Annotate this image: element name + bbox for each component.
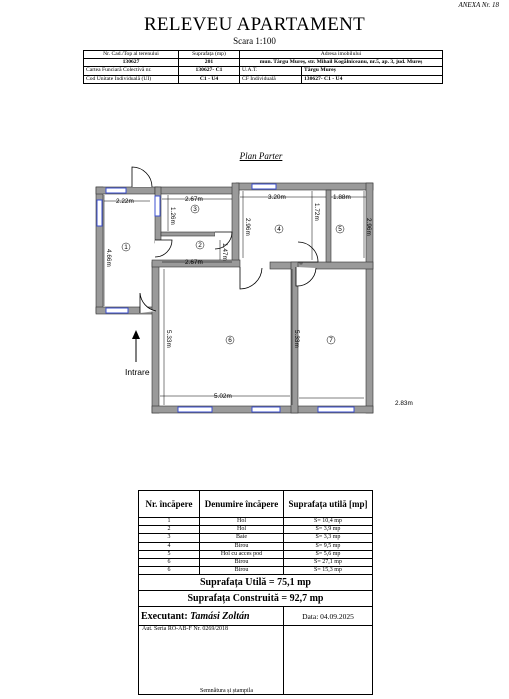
cad-value: 130627 <box>84 59 179 67</box>
table-row <box>139 526 373 534</box>
room-number-4: 4 <box>277 226 281 233</box>
row-nr: 4 <box>139 542 200 550</box>
dim-2-83: 2.83m <box>395 400 413 407</box>
row-area: S= 9,5 mp <box>284 542 373 550</box>
row-area: S= 10,4 mp <box>284 518 373 526</box>
dim-1-47: 1.47m <box>221 243 228 261</box>
stamp-cell <box>284 626 373 695</box>
cf-collective-label: Cartea Funciară Colectivă nr. <box>84 67 179 75</box>
annex-label: ANEXA Nr. 18 <box>458 1 499 9</box>
dim-2-96-left: 2.96m <box>244 218 251 236</box>
row-name: Hol <box>200 526 284 534</box>
room-number-5: 5 <box>338 226 342 233</box>
room-number-3: 3 <box>193 206 197 213</box>
table-row <box>139 550 373 558</box>
executant-name: Tamási Zoltán <box>190 610 250 622</box>
row-name: Birou <box>200 542 284 550</box>
dim-5-33-right: 5.33m <box>293 330 300 348</box>
row-nr: 6 <box>139 558 200 566</box>
dim-5-33-left: 5.33m <box>165 330 172 348</box>
wall-room7-top <box>270 262 373 269</box>
window-2 <box>252 184 276 189</box>
walls <box>96 183 373 413</box>
row-name: Birou <box>200 567 284 575</box>
door-room7 <box>296 267 316 286</box>
row-nr: 2 <box>139 526 200 534</box>
row-area: S= 3,3 mp <box>284 534 373 542</box>
row-name: Birou <box>200 558 284 566</box>
dim-1-88: 1.88m <box>333 194 351 201</box>
scale-label: Scara 1:100 <box>233 36 276 46</box>
window-5 <box>178 407 212 412</box>
table-row <box>139 542 373 550</box>
dim-2-22: 2.22m <box>116 198 134 205</box>
room-number-6: 6 <box>228 337 232 344</box>
dim-2-96-right: 2.96m <box>365 218 372 236</box>
signature-label: Semnătura și ștampila <box>200 688 253 694</box>
dim-2-67-top: 2.67m <box>185 196 203 203</box>
row-nr: 6 <box>139 567 200 575</box>
dim-2-67-bottom: 2.67m <box>185 259 203 266</box>
table-row <box>139 567 373 575</box>
door-room6 <box>240 267 262 289</box>
total-constructed: Suprafața Construită = 92,7 mp <box>139 591 373 607</box>
table-row <box>139 558 373 566</box>
cf-individual-value: 130627- C1 - U4 <box>302 75 443 83</box>
area-value: 201 <box>179 59 240 67</box>
door-room4 <box>298 242 318 262</box>
wall-room3-bottom <box>161 232 215 236</box>
dim-5-02: 5.02m <box>214 393 232 400</box>
row-name: Baie <box>200 534 284 542</box>
entrance-label: Intrare <box>125 367 150 377</box>
row-area: S= 5,6 mp <box>284 550 373 558</box>
cf-individual-label: CF Individuală <box>240 75 302 83</box>
room-number-7: 7 <box>329 337 333 344</box>
window-4 <box>106 308 128 313</box>
cod-label: Cod Unitate Individuală (UI) <box>84 75 179 83</box>
row-area: S= 27,1 mp <box>284 558 373 566</box>
authorization: Aut. Seria RO-AB-F Nr. 0269/2018 <box>139 626 284 695</box>
row-area: S= 3,9 mp <box>284 526 373 534</box>
row-name: Hol <box>200 518 284 526</box>
row-nr: 3 <box>139 534 200 542</box>
area-header: Suprafața (mp) <box>179 51 240 59</box>
col-area-header: Suprafața utilă [mp] <box>284 491 373 518</box>
col-name-header: Denumire încăpere <box>200 491 284 518</box>
window-1 <box>106 188 126 193</box>
wall-room4-5 <box>326 190 331 262</box>
row-name: Hol cu acces pod <box>200 550 284 558</box>
wall-top-mid <box>155 187 239 194</box>
door-hall <box>155 240 172 257</box>
col-nr-header: Nr. încăpere <box>139 491 200 518</box>
dim-4-66: 4.66m <box>105 249 112 267</box>
table-row <box>139 534 373 542</box>
uat-value: Târgu Mureș <box>302 67 443 75</box>
cad-header: Nr. Cad./Top al terenului <box>84 51 179 59</box>
wall-top-left <box>96 187 158 194</box>
row-nr: 5 <box>139 550 200 558</box>
room-number-2: 2 <box>198 242 202 249</box>
wall-left-lower <box>152 262 159 413</box>
address-header: Adresa imobilului <box>240 51 443 59</box>
uat-label: U.A.T. <box>240 67 302 75</box>
window-8 <box>155 196 160 216</box>
total-util: Suprafața Utilă = 75,1 mp <box>139 575 373 591</box>
dim-1-26: 1.26m <box>169 207 176 225</box>
executant-cell <box>139 607 284 626</box>
document-title: RELEVEU APARTAMENT <box>143 14 366 35</box>
window-7 <box>318 407 354 412</box>
executant-label: Executant: <box>141 610 188 622</box>
wall-step <box>232 183 239 263</box>
cod-value: C1 - U4 <box>179 75 240 83</box>
dim-1-72: 1.72m <box>313 203 320 221</box>
plan-label: Plan Parter <box>239 151 283 161</box>
door-top <box>132 167 152 187</box>
table-row <box>139 518 373 526</box>
entrance-arrow-icon <box>132 330 140 362</box>
dim-3-20: 3.20m <box>268 194 286 201</box>
rooms-table <box>138 490 373 695</box>
address-value: mun. Târgu Mureș, str. Mihail Kogălniceanu, nr.5, ap. 3, jud. Mureș <box>240 59 443 67</box>
room-number-1: 1 <box>124 244 128 251</box>
window-6 <box>252 407 280 412</box>
row-nr: 1 <box>139 518 200 526</box>
window-3 <box>97 200 102 226</box>
cf-collective-value: 130627- C1 <box>179 67 240 75</box>
date-cell: Data: 04.09.2025 <box>284 607 373 626</box>
row-area: S= 15,3 mp <box>284 567 373 575</box>
